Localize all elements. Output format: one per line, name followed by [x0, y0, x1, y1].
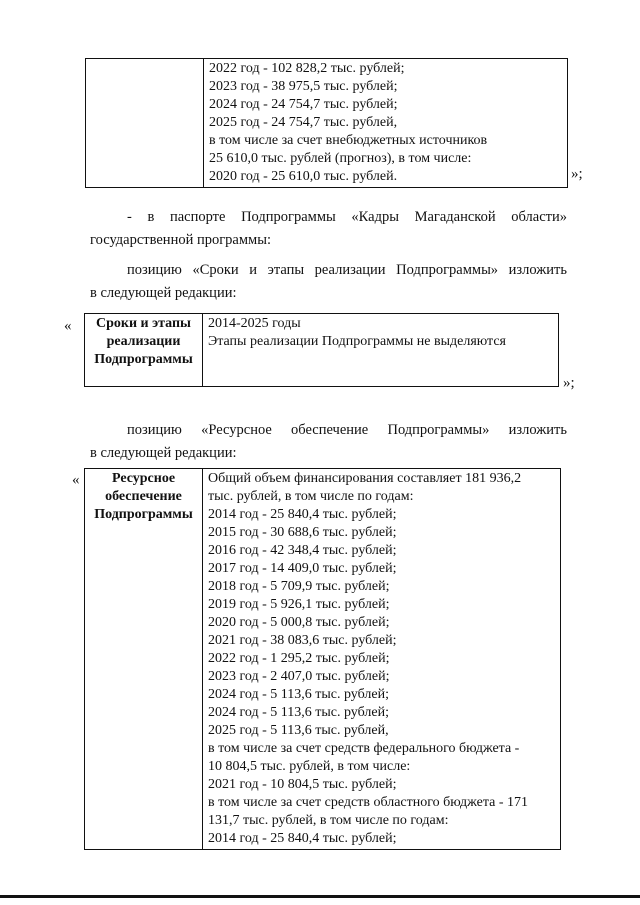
opening-quote-mark: « — [72, 472, 80, 488]
text-line: 2024 год - 5 113,6 тыс. рублей; — [208, 705, 389, 720]
page-bottom-rule — [0, 895, 640, 898]
paragraph-line: позицию «Ресурсное обеспечение Подпрограммы» изложить — [127, 422, 567, 438]
label-line: Сроки и этапы — [95, 316, 191, 331]
text-line: 2025 год - 5 113,6 тыс. рублей, — [208, 723, 389, 738]
text-line: 2022 год - 1 295,2 тыс. рублей; — [208, 651, 390, 666]
text-line: 2023 год - 2 407,0 тыс. рублей; — [208, 669, 390, 684]
text-line: 2023 год - 38 975,5 тыс. рублей; — [209, 79, 398, 94]
resource-label-cell — [85, 469, 203, 850]
text-line: 2014 год - 25 840,4 тыс. рублей; — [208, 507, 397, 522]
text-line: 131,7 тыс. рублей, в том числе по годам: — [208, 813, 449, 828]
text-line: 2021 год - 10 804,5 тыс. рублей; — [208, 777, 397, 792]
text-line: в том числе за счет средств федерального бюджета - — [208, 741, 520, 756]
text-line: Этапы реализации Подпрограммы не выделяются — [208, 334, 506, 349]
text-line: Общий объем финансирования составляет 181 936,2 — [208, 471, 522, 486]
text-line: 2015 год - 30 688,6 тыс. рублей; — [208, 525, 397, 540]
label-line: реализации — [106, 334, 181, 349]
terms-value-cell — [203, 314, 559, 387]
paragraph-line: позицию «Сроки и этапы реализации Подпрограммы» изложить — [127, 262, 567, 278]
text-line: 2021 год - 38 083,6 тыс. рублей; — [208, 633, 397, 648]
text-line: в том числе за счет внебюджетных источников — [209, 133, 488, 148]
paragraph-line: в следующей редакции: — [90, 445, 237, 461]
text-line: 2025 год - 24 754,7 тыс. рублей, — [209, 115, 398, 130]
label-line: Подпрограммы — [94, 352, 193, 367]
paragraph-line: - в паспорте Подпрограммы «Кадры Магаданской области» — [127, 209, 567, 225]
resource-table — [84, 468, 561, 850]
resource-value-cell — [203, 469, 561, 850]
text-line: 10 804,5 тыс. рублей, в том числе: — [208, 759, 411, 774]
opening-quote-mark: « — [64, 318, 72, 334]
terms-table — [84, 313, 559, 387]
text-line: 2022 год - 102 828,2 тыс. рублей; — [209, 61, 405, 76]
paragraph-line: государственной программы: — [90, 232, 271, 248]
text-line: 2024 год - 24 754,7 тыс. рублей; — [209, 97, 398, 112]
text-line: 2017 год - 14 409,0 тыс. рублей; — [208, 561, 397, 576]
text-line: 25 610,0 тыс. рублей (прогноз), в том числе: — [209, 151, 472, 166]
text-line: 2020 год - 25 610,0 тыс. рублей. — [209, 169, 398, 184]
closing-quote-mark: »; — [563, 375, 575, 391]
text-line: 2024 год - 5 113,6 тыс. рублей; — [208, 687, 389, 702]
label-line: Ресурсное — [111, 471, 176, 486]
top-table-label-cell — [86, 59, 204, 188]
terms-label-cell — [85, 314, 203, 387]
top-table — [85, 58, 568, 188]
text-line: 2014 год - 25 840,4 тыс. рублей; — [208, 831, 397, 846]
text-line: 2016 год - 42 348,4 тыс. рублей; — [208, 543, 397, 558]
text-line: в том числе за счет средств областного бюджета - 171 — [208, 795, 528, 810]
label-line: обеспечение — [105, 489, 182, 504]
text-line: 2019 год - 5 926,1 тыс. рублей; — [208, 597, 390, 612]
top-table-value-cell — [204, 59, 568, 188]
paragraph-line: в следующей редакции: — [90, 285, 237, 301]
text-line: 2018 год - 5 709,9 тыс. рублей; — [208, 579, 390, 594]
text-line: 2020 год - 5 000,8 тыс. рублей; — [208, 615, 390, 630]
text-line: 2014-2025 годы — [208, 316, 301, 331]
text-line: тыс. рублей, в том числе по годам: — [208, 489, 414, 504]
label-line: Подпрограммы — [94, 507, 193, 522]
closing-quote-mark: »; — [571, 166, 583, 182]
